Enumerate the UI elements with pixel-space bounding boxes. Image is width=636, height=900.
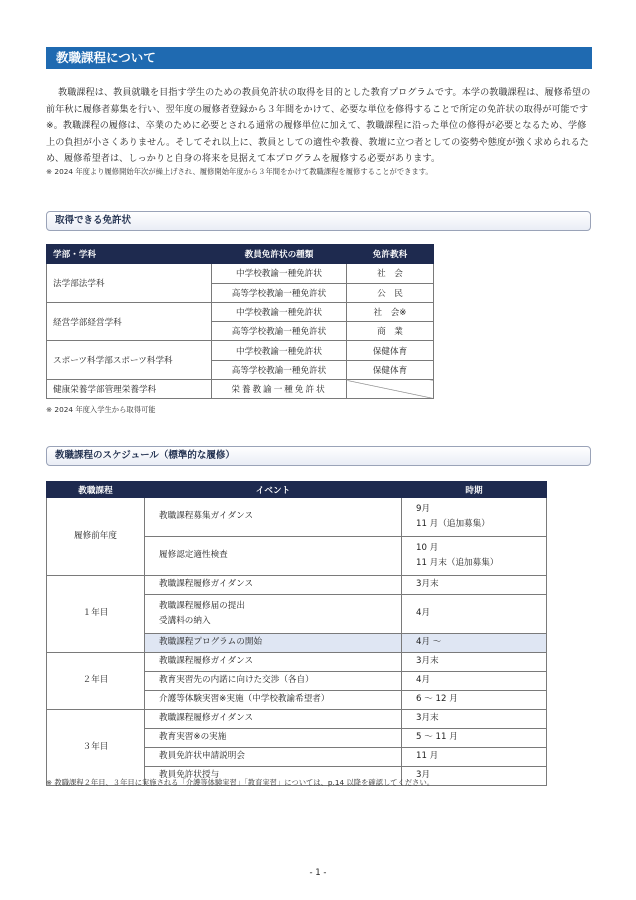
page-title: 教職課程について bbox=[46, 47, 592, 69]
intro-note: ※ 2024 年度より履修開始年次が繰上げされ、履修開始年度から３年間をかけて教職課程を履修することができます。 bbox=[46, 167, 433, 176]
timing-cell: 11 月 bbox=[402, 748, 547, 767]
license-type-cell: 中学校教諭一種免許状 bbox=[212, 302, 347, 321]
dept-cell: 健康栄養学部管理栄養学科 bbox=[47, 380, 212, 399]
schedule-note: ※ 教職課程２年目、３年目に実施される「介護等体験実習」「教育実習」については、p.14 以降を確認してください。 bbox=[46, 778, 435, 787]
licenses-heading: 取得できる免許状 bbox=[46, 211, 591, 231]
stage-cell: 履修前年度 bbox=[47, 498, 145, 576]
column-header: 免許教科 bbox=[347, 245, 434, 264]
table-row bbox=[47, 576, 547, 595]
table-row bbox=[47, 264, 434, 283]
event-cell: 教職課程履修届の提出 受講料の納入 bbox=[145, 595, 402, 634]
dept-cell: 法学部法学科 bbox=[47, 264, 212, 303]
timing-cell: 3月末 bbox=[402, 710, 547, 729]
event-cell: 教職課程プログラムの開始 bbox=[145, 634, 402, 653]
column-header: 教職課程 bbox=[47, 482, 145, 498]
column-header: 時期 bbox=[402, 482, 547, 498]
timing-cell: 4月 〜 bbox=[402, 634, 547, 653]
table-header-row bbox=[47, 245, 434, 264]
license-type-cell: 中学校教諭一種免許状 bbox=[212, 341, 347, 360]
timing-cell: 10 月 11 月末（追加募集） bbox=[402, 537, 547, 576]
timing-cell: 3月末 bbox=[402, 576, 547, 595]
event-cell: 教育実習※の実施 bbox=[145, 729, 402, 748]
event-cell: 教職課程履修ガイダンス bbox=[145, 710, 402, 729]
event-cell: 教育実習先の内諾に向けた交渉（各自） bbox=[145, 672, 402, 691]
event-cell: 教職課程履修ガイダンス bbox=[145, 576, 402, 595]
event-cell: 教員免許状授与 bbox=[145, 767, 402, 786]
schedule-table bbox=[46, 481, 547, 786]
column-header: 学部・学科 bbox=[47, 245, 212, 264]
event-cell: 介護等体験実習※実施（中学校教諭希望者） bbox=[145, 691, 402, 710]
dept-cell: スポーツ科学部スポーツ科学科 bbox=[47, 341, 212, 380]
table-row bbox=[47, 302, 434, 321]
license-type-cell: 栄養教諭一種免許状 bbox=[212, 380, 347, 399]
license-type-cell: 高等学校教諭一種免許状 bbox=[212, 322, 347, 341]
timing-cell: 6 〜 12 月 bbox=[402, 691, 547, 710]
page-number: - 1 - bbox=[309, 868, 327, 878]
license-type-cell: 高等学校教諭一種免許状 bbox=[212, 360, 347, 379]
table-row bbox=[47, 498, 547, 537]
intro-paragraph: 教職課程は、教員就職を目指す学生のための教員免許状の取得を目的とした教育プログラムです。本学の教職課程は、履修希望の前年秋に履修者募集を行い、翌年度の履修者登録から３年間をかけて、必要な単位を修得することで所定の免許状の取得が可能です※。教職課程の履修は、卒業のために必要とされる通常の履修単位に加えて、教職課程に沿った単位の修得が必要となるため、学修上の負担が小さくありません。そしてそれ以上に、教員としての適性や教養、教壇に立つ者としての姿勢や態度が強く求められるため、履修希望者は、しっかりと自身の将来を見据えて本プログラムを履修する必要があります。 bbox=[46, 88, 591, 165]
timing-cell: 9月 11 月（追加募集） bbox=[402, 498, 547, 537]
timing-cell: 4月 bbox=[402, 672, 547, 691]
event-cell: 教員免許状申請説明会 bbox=[145, 748, 402, 767]
table-row bbox=[47, 653, 547, 672]
table-row bbox=[47, 341, 434, 360]
subject-cell: 保健体育 bbox=[347, 360, 434, 379]
subject-cell: 保健体育 bbox=[347, 341, 434, 360]
schedule-heading: 教職課程のスケジュール（標準的な履修） bbox=[46, 446, 591, 466]
empty-slash-cell bbox=[347, 380, 434, 399]
subject-cell: 社 会※ bbox=[347, 302, 434, 321]
timing-cell: 5 〜 11 月 bbox=[402, 729, 547, 748]
licenses-table bbox=[46, 244, 434, 399]
event-cell: 履修認定適性検査 bbox=[145, 537, 402, 576]
subject-cell: 社 会 bbox=[347, 264, 434, 283]
timing-cell: 4月 bbox=[402, 595, 547, 634]
table-row bbox=[47, 380, 434, 399]
subject-cell: 公 民 bbox=[347, 283, 434, 302]
event-cell: 教職課程募集ガイダンス bbox=[145, 498, 402, 537]
dept-cell: 経営学部経営学科 bbox=[47, 302, 212, 341]
subject-cell: 商 業 bbox=[347, 322, 434, 341]
event-cell: 教職課程履修ガイダンス bbox=[145, 653, 402, 672]
licenses-note: ※ 2024 年度入学生から取得可能 bbox=[46, 405, 156, 414]
table-row bbox=[47, 710, 547, 729]
stage-cell: ２年目 bbox=[47, 653, 145, 710]
stage-cell: １年目 bbox=[47, 576, 145, 653]
stage-cell: ３年目 bbox=[47, 710, 145, 786]
timing-cell: 3月末 bbox=[402, 653, 547, 672]
license-type-cell: 高等学校教諭一種免許状 bbox=[212, 283, 347, 302]
license-type-cell: 中学校教諭一種免許状 bbox=[212, 264, 347, 283]
column-header: 教員免許状の種類 bbox=[212, 245, 347, 264]
timing-cell: 3月 bbox=[402, 767, 547, 786]
column-header: イベント bbox=[145, 482, 402, 498]
table-header-row bbox=[47, 482, 547, 498]
